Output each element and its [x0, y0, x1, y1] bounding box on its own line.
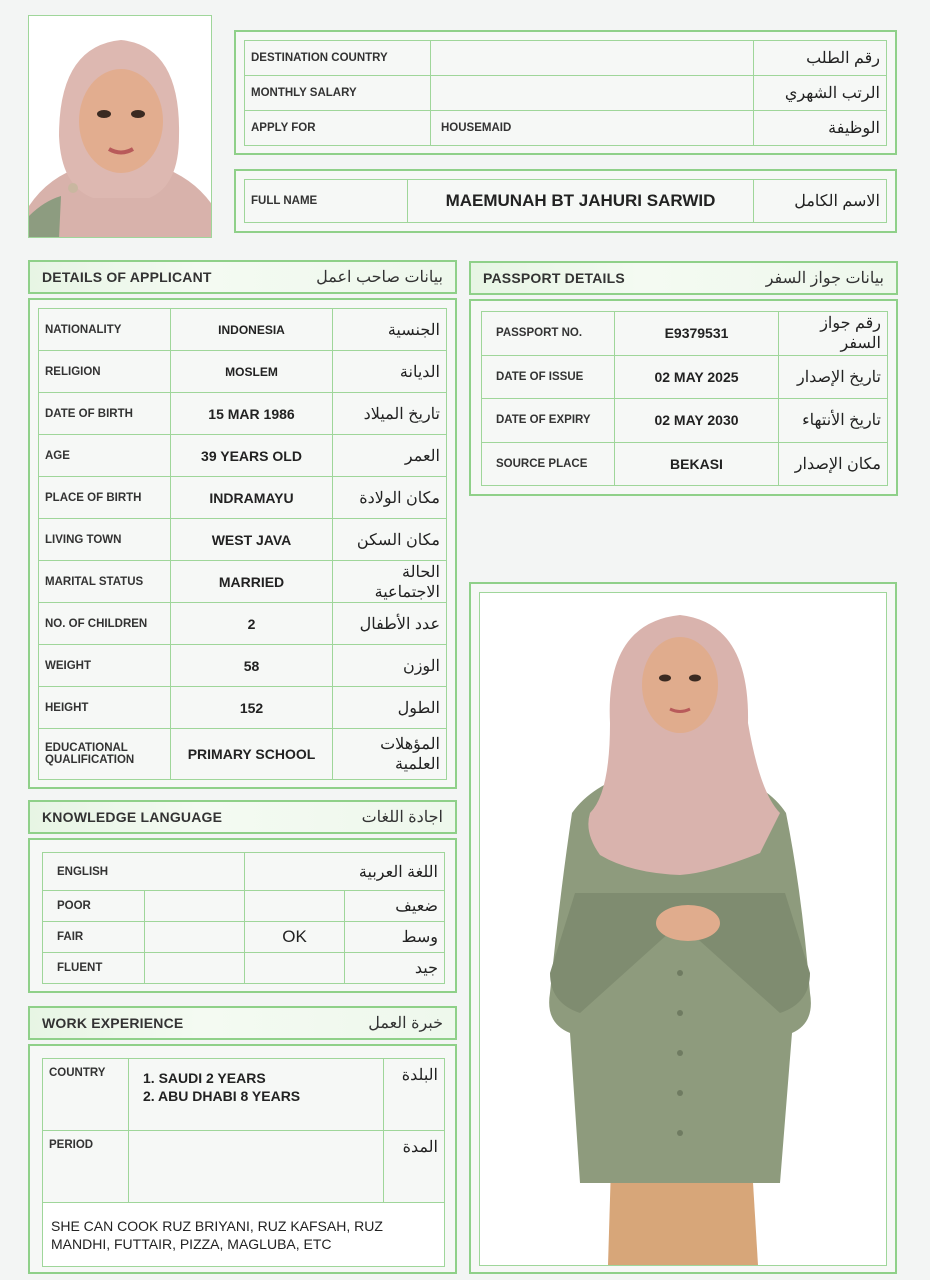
educational-qualification-label: EDUCATIONAL QUALIFICATION — [39, 729, 171, 780]
portrait-figure — [29, 16, 212, 238]
place-of-birth-value: INDRAMAYU — [171, 477, 333, 519]
full-body-photo-frame — [469, 582, 897, 1274]
apply-for-label: APPLY FOR — [245, 111, 431, 146]
applicant-header — [28, 260, 457, 294]
work-header — [28, 1006, 457, 1040]
passport-no-label: PASSPORT NO. — [482, 312, 615, 356]
passport-title-arabic: بيانات جواز السفر — [765, 270, 884, 287]
passport-no-value: E9379531 — [615, 312, 779, 356]
living-town-label: LIVING TOWN — [39, 519, 171, 561]
date-of-issue-value: 02 MAY 2025 — [615, 355, 779, 399]
work-experience-box — [28, 1044, 457, 1274]
source-place-arabic: مكان الإصدار — [779, 442, 888, 486]
applicant-row-date-of-birth — [39, 393, 447, 435]
level-poor-label: POOR — [43, 891, 145, 922]
applicant-row-marital-status — [39, 561, 447, 603]
date-of-expiry-arabic: تاريخ الأنتهاء — [779, 399, 888, 443]
destination-country-label: DESTINATION COUNTRY — [245, 41, 431, 76]
religion-arabic: الديانة — [333, 351, 447, 393]
educational-qualification-value: PRIMARY SCHOOL — [171, 729, 333, 780]
full-name-value: MAEMUNAH BT JAHURI SARWID — [408, 180, 754, 223]
language-title-arabic: اجادة اللغات — [361, 809, 443, 826]
applicant-row-place-of-birth — [39, 477, 447, 519]
portrait-photo — [28, 15, 212, 238]
source-place-value: BEKASI — [615, 442, 779, 486]
poor-english-cell — [145, 891, 245, 922]
fair-english-cell — [145, 922, 245, 953]
applicant-details-box — [28, 298, 457, 789]
height-value: 152 — [171, 687, 333, 729]
english-label: ENGLISH — [43, 853, 245, 891]
passport-row-source-place — [482, 442, 888, 486]
level-fluent-label: FLUENT — [43, 953, 145, 984]
place-of-birth-arabic: مكان الولادة — [333, 477, 447, 519]
source-place-label: SOURCE PLACE — [482, 442, 615, 486]
passport-row-passport-no — [482, 312, 888, 356]
fluent-arabic-cell — [245, 953, 345, 984]
work-title: WORK EXPERIENCE — [42, 1015, 184, 1031]
educational-qualification-arabic: المؤهلات العلمية — [333, 729, 447, 780]
level-poor-arabic: ضعيف — [345, 891, 445, 922]
language-box — [28, 838, 457, 993]
weight-value: 58 — [171, 645, 333, 687]
passport-no-arabic: رقم جواز السفر — [779, 312, 888, 356]
period-value — [129, 1131, 384, 1203]
destination-country-value — [431, 41, 754, 76]
age-label: AGE — [39, 435, 171, 477]
country-line-1: 1. SAUDI 2 YEARS — [143, 1070, 266, 1086]
applicant-row-educational-qualification — [39, 729, 447, 780]
language-title: KNOWLEDGE LANGUAGE — [42, 809, 223, 825]
living-town-value: WEST JAVA — [171, 519, 333, 561]
age-value: 39 YEARS OLD — [171, 435, 333, 477]
date-of-birth-value: 15 MAR 1986 — [171, 393, 333, 435]
country-label: COUNTRY — [43, 1059, 129, 1131]
passport-details-box — [469, 299, 898, 496]
apply-for-value: HOUSEMAID — [431, 111, 754, 146]
country-arabic: البلدة — [384, 1059, 445, 1131]
full-name-box — [234, 169, 897, 233]
full-name-label: FULL NAME — [245, 180, 408, 223]
religion-value: MOSLEM — [171, 351, 333, 393]
date-of-birth-label: DATE OF BIRTH — [39, 393, 171, 435]
date-of-expiry-label: DATE OF EXPIRY — [482, 399, 615, 443]
full-body-figure — [480, 593, 886, 1265]
apply-for-arabic: الوظيفة — [754, 111, 887, 146]
marital-status-value: MARRIED — [171, 561, 333, 603]
passport-header — [469, 261, 898, 295]
applicant-row-nationality — [39, 309, 447, 351]
level-fair-label: FAIR — [43, 922, 145, 953]
arabic-language-label: اللغة العربية — [245, 853, 445, 891]
weight-arabic: الوزن — [333, 645, 447, 687]
monthly-salary-value — [431, 76, 754, 111]
applicant-title-arabic: بيانات صاحب اعمل — [316, 269, 443, 286]
applicant-row-living-town — [39, 519, 447, 561]
full-name-arabic: الاسم الكامل — [754, 180, 887, 223]
place-of-birth-label: PLACE OF BIRTH — [39, 477, 171, 519]
date-of-birth-arabic: تاريخ الميلاد — [333, 393, 447, 435]
monthly-salary-label: MONTHLY SALARY — [245, 76, 431, 111]
poor-arabic-cell — [245, 891, 345, 922]
nationality-label: NATIONALITY — [39, 309, 171, 351]
country-value — [129, 1059, 384, 1131]
period-arabic: المدة — [384, 1131, 445, 1203]
passport-title: PASSPORT DETAILS — [483, 270, 625, 286]
period-label: PERIOD — [43, 1131, 129, 1203]
no-of-children-value: 2 — [171, 603, 333, 645]
work-title-arabic: خبرة العمل — [368, 1015, 443, 1032]
no-of-children-label: NO. OF CHILDREN — [39, 603, 171, 645]
no-of-children-arabic: عدد الأطفال — [333, 603, 447, 645]
application-info-box — [234, 30, 897, 155]
passport-row-date-of-issue — [482, 355, 888, 399]
date-of-issue-arabic: تاريخ الإصدار — [779, 355, 888, 399]
religion-label: RELIGION — [39, 351, 171, 393]
fluent-english-cell — [145, 953, 245, 984]
level-fluent-arabic: جيد — [345, 953, 445, 984]
weight-label: WEIGHT — [39, 645, 171, 687]
applicant-row-height — [39, 687, 447, 729]
applicant-row-age — [39, 435, 447, 477]
monthly-salary-arabic: الرتب الشهري — [754, 76, 887, 111]
level-fair-arabic: وسط — [345, 922, 445, 953]
height-label: HEIGHT — [39, 687, 171, 729]
passport-row-date-of-expiry — [482, 399, 888, 443]
fair-arabic-cell: OK — [245, 922, 345, 953]
applicant-title: DETAILS OF APPLICANT — [42, 269, 212, 285]
cooking-notes: SHE CAN COOK RUZ BRIYANI, RUZ KAFSAH, RUZ MANDHI, FUTTAIR, PIZZA, MAGLUBA, ETC — [43, 1203, 445, 1267]
nationality-value: INDONESIA — [171, 309, 333, 351]
country-line-2: 2. ABU DHABI 8 YEARS — [143, 1088, 301, 1104]
age-arabic: العمر — [333, 435, 447, 477]
date-of-issue-label: DATE OF ISSUE — [482, 355, 615, 399]
height-arabic: الطول — [333, 687, 447, 729]
applicant-row-religion — [39, 351, 447, 393]
marital-status-label: MARITAL STATUS — [39, 561, 171, 603]
nationality-arabic: الجنسية — [333, 309, 447, 351]
marital-status-arabic: الحالة الاجتماعية — [333, 561, 447, 603]
living-town-arabic: مكان السكن — [333, 519, 447, 561]
destination-country-arabic: رقم الطلب — [754, 41, 887, 76]
date-of-expiry-value: 02 MAY 2030 — [615, 399, 779, 443]
language-header — [28, 800, 457, 834]
applicant-row-weight — [39, 645, 447, 687]
applicant-row-no-of-children — [39, 603, 447, 645]
full-body-photo — [479, 592, 887, 1266]
